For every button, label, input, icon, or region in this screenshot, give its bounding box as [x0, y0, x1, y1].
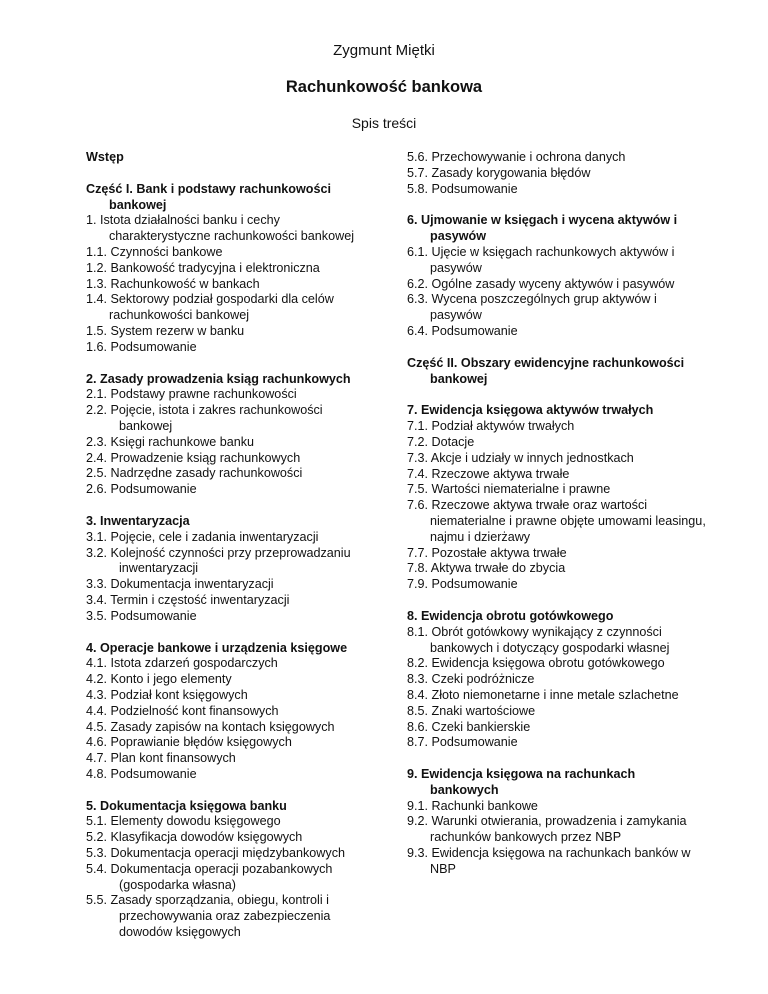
toc-entry[interactable]: 5.5. Zasady sporządzania, obiegu, kontroli i przechowywania oraz zabezpieczenia dowodów księgowych	[86, 893, 331, 940]
toc-entry[interactable]: 1.4. Sektorowy podział gospodarki dla celów rachunkowości bankowej	[86, 292, 334, 323]
toc-entry[interactable]: 5.8. Podsumowanie	[407, 181, 518, 196]
toc-entry[interactable]: 3.4. Termin i częstość inwentaryzacji	[86, 592, 290, 607]
toc-entry[interactable]: 8.4. Złoto niemonetarne i inne metale szlachetne	[407, 687, 679, 702]
toc-entry[interactable]: 4.5. Zasady zapisów na kontach księgowych	[86, 719, 335, 734]
chapter-4-heading[interactable]: 4. Operacje bankowe i urządzenia księgowe	[86, 640, 348, 655]
part-1-heading[interactable]: Część I. Bank i podstawy rachunkowości bankowej	[86, 181, 331, 212]
chapter-9-heading[interactable]: 9. Ewidencja księgowa na rachunkach bankowych	[407, 767, 636, 797]
toc-entry[interactable]: 7.8. Aktywa trwałe do zbycia	[407, 561, 566, 576]
toc-entry[interactable]: 1. Istota działalności banku i cechy charakterystyczne rachunkowości bankowej	[86, 213, 354, 244]
toc-entry[interactable]: 4.6. Poprawianie błędów księgowych	[86, 735, 292, 750]
toc-entry[interactable]: 5.6. Przechowywanie i ochrona danych	[407, 150, 626, 164]
toc-entry[interactable]: 8.7. Podsumowanie	[407, 735, 518, 750]
toc-entry[interactable]: 5.4. Dokumentacja operacji pozabankowych (gospodarka własna)	[86, 861, 333, 892]
toc-entry[interactable]: 8.2. Ewidencja księgowa obrotu gotówkowego	[407, 656, 665, 671]
chapter-8-heading[interactable]: 8. Ewidencja obrotu gotówkowego	[407, 608, 614, 623]
toc-left-column	[86, 150, 378, 941]
chapter-3-heading[interactable]: 3. Inwentaryzacja	[86, 513, 190, 528]
toc-entry[interactable]: 6.1. Ujęcie w księgach rachunkowych aktywów i pasywów	[407, 244, 675, 275]
toc-entry[interactable]: 4.2. Konto i jego elementy	[86, 672, 232, 687]
toc-entry[interactable]: 5.2. Klasyfikacja dowodów księgowych	[86, 830, 303, 845]
toc-intro[interactable]: Wstęp	[86, 150, 124, 164]
toc-entry[interactable]: 2.1. Podstawy prawne rachunkowości	[86, 387, 297, 402]
document-title: Rachunkowość bankowa	[285, 78, 483, 96]
part-2-heading[interactable]: Część II. Obszary ewidencyjne rachunkowości bankowej	[407, 355, 685, 386]
chapter-5-heading[interactable]: 5. Dokumentacja księgowa banku	[86, 798, 287, 813]
chapter-7-heading[interactable]: 7. Ewidencja księgowa aktywów trwałych	[407, 403, 654, 418]
toc-entry[interactable]: 4.1. Istota zdarzeń gospodarczych	[86, 656, 278, 671]
toc-entry[interactable]: 9.2. Warunki otwierania, prowadzenia i zamykania rachunków bankowych przez NBP	[407, 814, 687, 845]
author: Zygmunt Miętki	[333, 42, 435, 59]
toc-entry[interactable]: 7.3. Akcje i udziały w innych jednostkach	[407, 450, 634, 465]
toc-entry[interactable]: 3.1. Pojęcie, cele i zadania inwentaryzacji	[86, 529, 319, 544]
toc-entry[interactable]: 3.3. Dokumentacja inwentaryzacji	[86, 577, 274, 592]
toc-entry[interactable]: 8.3. Czeki podróżnicze	[407, 672, 535, 687]
toc-entry[interactable]: 8.1. Obrót gotówkowy wynikający z czynności bankowych i dotyczący gospodarki własnej	[407, 624, 670, 655]
chapter-6-heading[interactable]: 6. Ujmowanie w księgach i wycena aktywów i pasywów	[407, 213, 678, 244]
toc-entry[interactable]: 2.4. Prowadzenie ksiąg rachunkowych	[86, 450, 301, 465]
toc-entry[interactable]: 4.7. Plan kont finansowych	[86, 751, 236, 766]
toc-entry[interactable]: 2.6. Podsumowanie	[86, 482, 197, 497]
toc-entry[interactable]: 2.3. Księgi rachunkowe banku	[86, 434, 255, 449]
toc-entry[interactable]: 5.1. Elementy dowodu księgowego	[86, 814, 281, 829]
toc-entry[interactable]: 1.2. Bankowość tradycyjna i elektroniczna	[86, 260, 320, 275]
toc-entry[interactable]: 5.3. Dokumentacja operacji międzybankowych	[86, 846, 346, 861]
toc-entry[interactable]: 1.1. Czynności bankowe	[86, 244, 223, 259]
toc-entry[interactable]: 1.5. System rezerw w banku	[86, 323, 245, 338]
toc-entry[interactable]: 7.5. Wartości niematerialne i prawne	[407, 482, 611, 497]
toc-entry[interactable]: 7.4. Rzeczowe aktywa trwałe	[407, 466, 570, 481]
toc-entry[interactable]: 1.6. Podsumowanie	[86, 339, 197, 354]
toc-entry[interactable]: 2.5. Nadrzędne zasady rachunkowości	[86, 466, 303, 481]
toc-entry[interactable]: 4.4. Podzielność kont finansowych	[86, 703, 279, 718]
toc-heading: Spis treści	[351, 115, 417, 131]
chapter-2-heading[interactable]: 2. Zasady prowadzenia ksiąg rachunkowych	[86, 371, 351, 386]
toc-entry[interactable]: 3.2. Kolejność czynności przy przeprowadzaniu inwentaryzacji	[86, 545, 351, 576]
toc-entry[interactable]: 4.3. Podział kont księgowych	[86, 687, 248, 702]
toc-entry[interactable]: 7.6. Rzeczowe aktywa trwałe oraz wartości niematerialne i prawne objęte umowami leasingu, najmu i dzierżawy	[407, 498, 706, 544]
toc-entry[interactable]: 7.2. Dotacje	[407, 434, 475, 449]
toc-entry[interactable]: 9.3. Ewidencja księgowa na rachunkach banków w NBP	[407, 846, 691, 876]
toc-entry[interactable]: 6.3. Wycena poszczególnych grup aktywów i pasywów	[407, 292, 657, 323]
toc-entry[interactable]: 7.1. Podział aktywów trwałych	[407, 419, 575, 434]
toc-right-column	[407, 150, 707, 878]
toc-entry[interactable]: 4.8. Podsumowanie	[86, 766, 197, 781]
toc-entry[interactable]: 3.5. Podsumowanie	[86, 608, 197, 623]
toc-entry[interactable]: 6.4. Podsumowanie	[407, 323, 518, 338]
toc-entry[interactable]: 2.2. Pojęcie, istota i zakres rachunkowości bankowej	[86, 403, 323, 433]
toc-entry[interactable]: 7.7. Pozostałe aktywa trwałe	[407, 545, 567, 560]
toc-entry[interactable]: 8.5. Znaki wartościowe	[407, 703, 536, 718]
toc-entry[interactable]: 7.9. Podsumowanie	[407, 577, 518, 592]
toc-entry[interactable]: 6.2. Ogólne zasady wyceny aktywów i pasywów	[407, 276, 675, 291]
toc-entry[interactable]: 5.7. Zasady korygowania błędów	[407, 165, 591, 180]
toc-entry[interactable]: 9.1. Rachunki bankowe	[407, 798, 538, 813]
toc-entry[interactable]: 8.6. Czeki bankierskie	[407, 719, 531, 734]
toc-entry[interactable]: 1.3. Rachunkowość w bankach	[86, 276, 260, 291]
